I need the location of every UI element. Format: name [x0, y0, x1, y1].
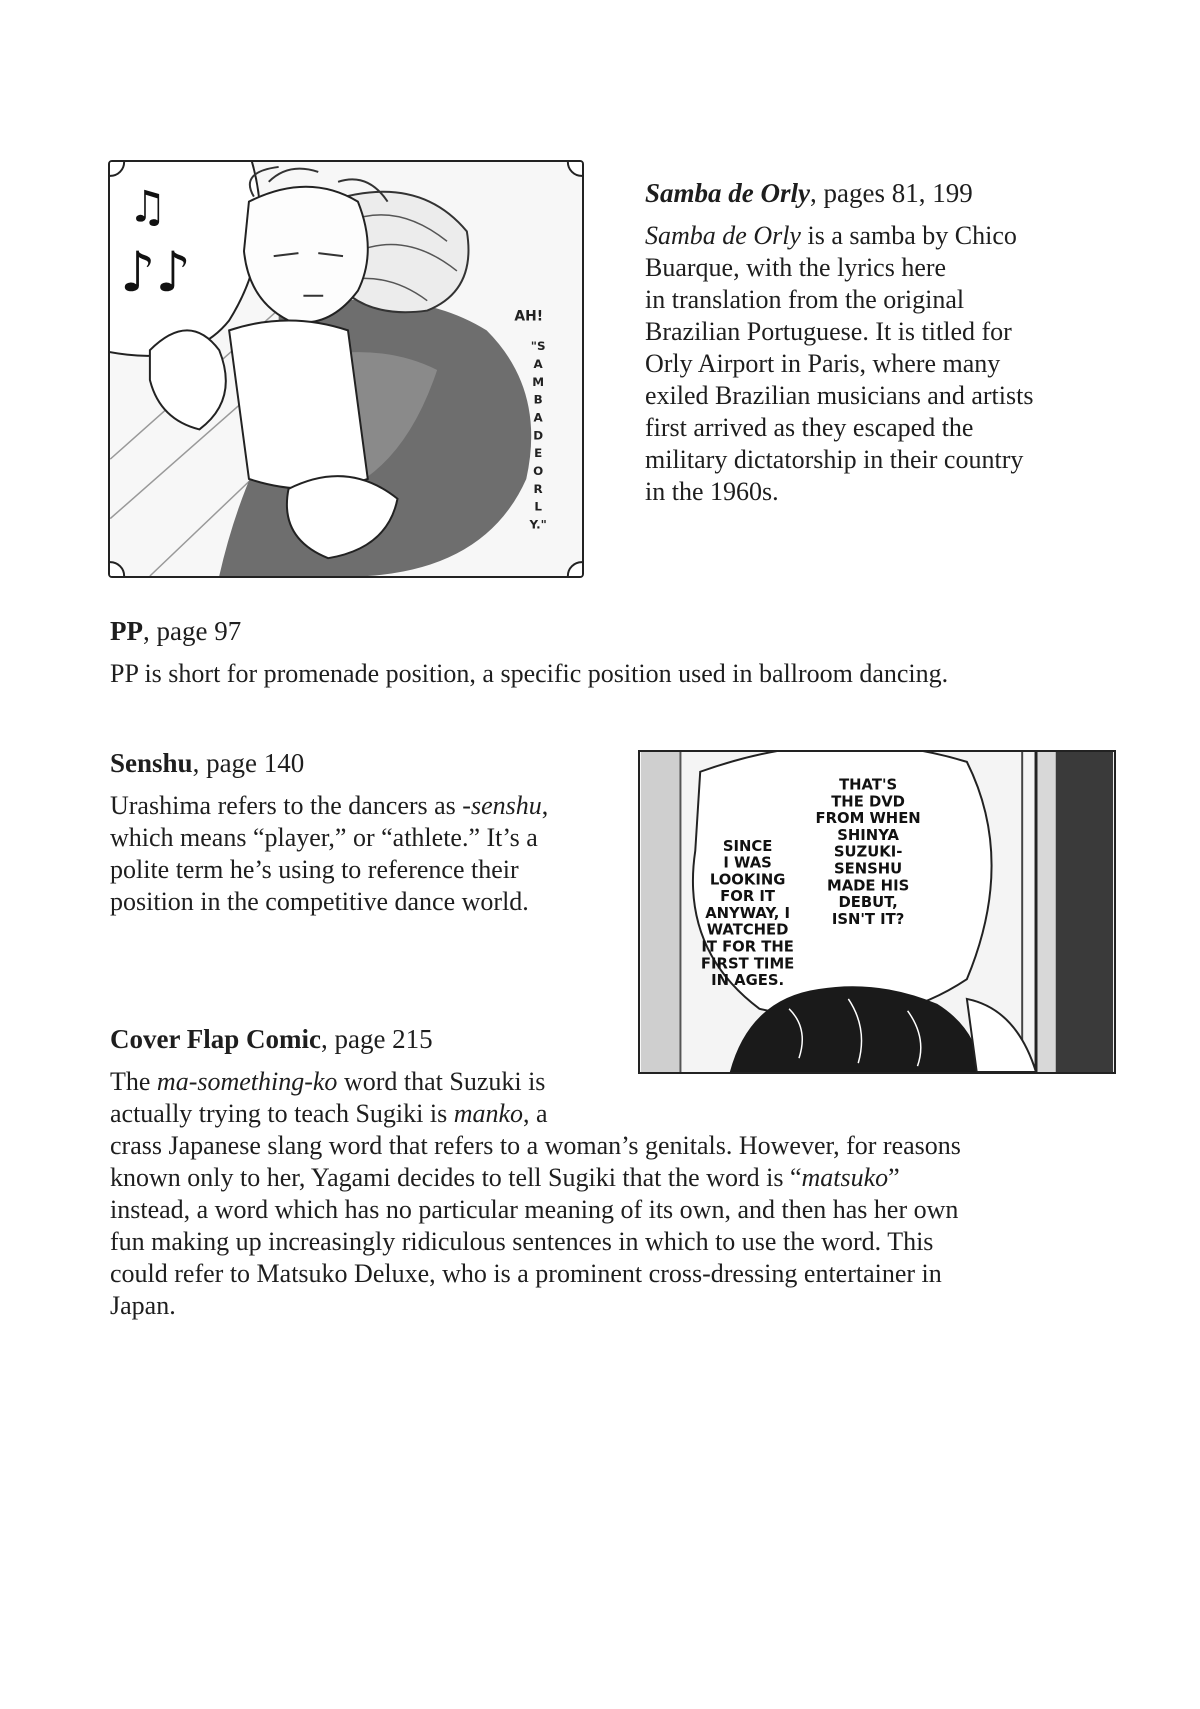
sfx-lyric-char-4: B [533, 392, 543, 407]
senshu-line-1: Urashima refers to the dancers as -senshu, [110, 791, 549, 820]
senshu-heading [110, 746, 620, 780]
samba-manga-panel [108, 160, 584, 578]
cover-title: Cover Flap Comic [110, 1024, 321, 1054]
sfx-lyric-char-5: A [533, 410, 543, 425]
bubble-left-line-5: ANYWAY, I [705, 904, 791, 922]
bubble-right-line-2: THE DVD [831, 793, 905, 811]
bubble-left-line-6: WATCHED [706, 921, 789, 939]
cover-line-1: The ma-something-ko word that Suzuki is [110, 1067, 546, 1096]
cover-line-5: instead, a word which has no particular meaning of its own, and then has her own [110, 1195, 959, 1224]
sfx-lyric-char-9: R [533, 481, 543, 496]
samba-body [645, 220, 1065, 508]
sfx-lyric-char-6: D [533, 428, 544, 443]
pp-entry [110, 614, 1070, 690]
samba-line-1: Samba de Orly is a samba by Chico [645, 221, 1017, 250]
pp-body: PP is short for promenade position, a specific position used in ballroom dancing. [110, 659, 949, 688]
bubble-left-line-9: IN AGES. [711, 972, 785, 990]
cover-line-3: crass Japanese slang word that refers to a woman’s genitals. However, for reasons [110, 1131, 961, 1160]
sfx-lyric-char-3: M [532, 374, 545, 389]
bubble-right-line-4: SHINYA [837, 826, 899, 844]
senshu-pages: , page 140 [192, 748, 305, 778]
samba-line-7: first arrived as they escaped the [645, 413, 974, 442]
bubble-left-line-8: FIRST TIME [700, 955, 795, 973]
pp-heading [110, 614, 1070, 648]
pp-pages: , page 97 [143, 616, 242, 646]
svg-text:♫: ♫ [128, 182, 168, 233]
bubble-left-line-1: SINCE [722, 837, 773, 855]
bubble-right-line-8: DEBUT, [838, 894, 898, 912]
bubble-left-line-4: FOR IT [720, 888, 776, 906]
bubble-right-line-6: SENSHU [834, 860, 903, 878]
svg-text:♪♪: ♪♪ [120, 240, 191, 305]
cover-line-4: known only to her, Yagami decides to tell Sugiki that the word is “matsuko” [110, 1163, 900, 1192]
senshu-body [110, 790, 620, 918]
senshu-line-3: polite term he’s using to reference their [110, 855, 519, 884]
bubble-right-line-7: MADE HIS [826, 877, 910, 895]
samba-line-6: exiled Brazilian musicians and artists [645, 381, 1034, 410]
samba-panel-art [110, 162, 582, 576]
sfx-lyric-char-8: O [533, 463, 544, 478]
sfx-lyric-char-7: E [534, 446, 543, 461]
samba-line-4: Brazilian Portuguese. It is titled for [645, 317, 1012, 346]
samba-line-5: Orly Airport in Paris, where many [645, 349, 1001, 378]
sfx-lyric-char-2: A [533, 357, 543, 372]
cover-pages: , page 215 [320, 1024, 433, 1054]
sfx-lyric-char-11: Y." [529, 517, 547, 532]
bubble-left-line-7: IT FOR THE [701, 938, 794, 956]
cover-line-8: Japan. [110, 1291, 176, 1320]
bubble-left-line-2: I WAS [723, 854, 772, 872]
samba-heading [645, 176, 1065, 210]
senshu-title: Senshu [110, 748, 193, 778]
bubble-right-line-1: THAT'S [839, 776, 898, 794]
samba-title: Samba de Orly [645, 178, 810, 208]
sfx-lyric-char-1: "S [530, 339, 546, 354]
senshu-line-2: which means “player,” or “athlete.” It’s a [110, 823, 538, 852]
sfx-lyric-char-10: L [534, 499, 542, 514]
bubble-right-line-3: FROM WHEN [815, 810, 921, 828]
pp-title: PP [110, 616, 143, 646]
senshu-entry [110, 746, 620, 918]
samba-line-3: in translation from the original [645, 285, 965, 314]
cover-flap-entry [110, 1022, 1070, 1322]
senshu-line-4: position in the competitive dance world. [110, 887, 529, 916]
cover-line-7: could refer to Matsuko Deluxe, who is a prominent cross-dressing entertainer in [110, 1259, 942, 1288]
cover-line-6: fun making up increasingly ridiculous sentences in which to use the word. This [110, 1227, 934, 1256]
bubble-right-line-9: ISN'T IT? [831, 910, 905, 928]
samba-line-9: in the 1960s. [645, 477, 779, 506]
bubble-left-line-3: LOOKING [709, 871, 786, 889]
bubble-right-line-5: SUZUKI- [833, 843, 903, 861]
cover-line-2: actually trying to teach Sugiki is manko, a [110, 1099, 548, 1128]
samba-line-8: military dictatorship in their country [645, 445, 1024, 474]
samba-line-2: Buarque, with the lyrics here [645, 253, 947, 282]
samba-entry [645, 176, 1065, 508]
samba-pages: , pages 81, 199 [810, 178, 973, 208]
cover-body [110, 1066, 1070, 1322]
sfx-ah: AH! [514, 308, 544, 325]
cover-heading [110, 1022, 1070, 1056]
